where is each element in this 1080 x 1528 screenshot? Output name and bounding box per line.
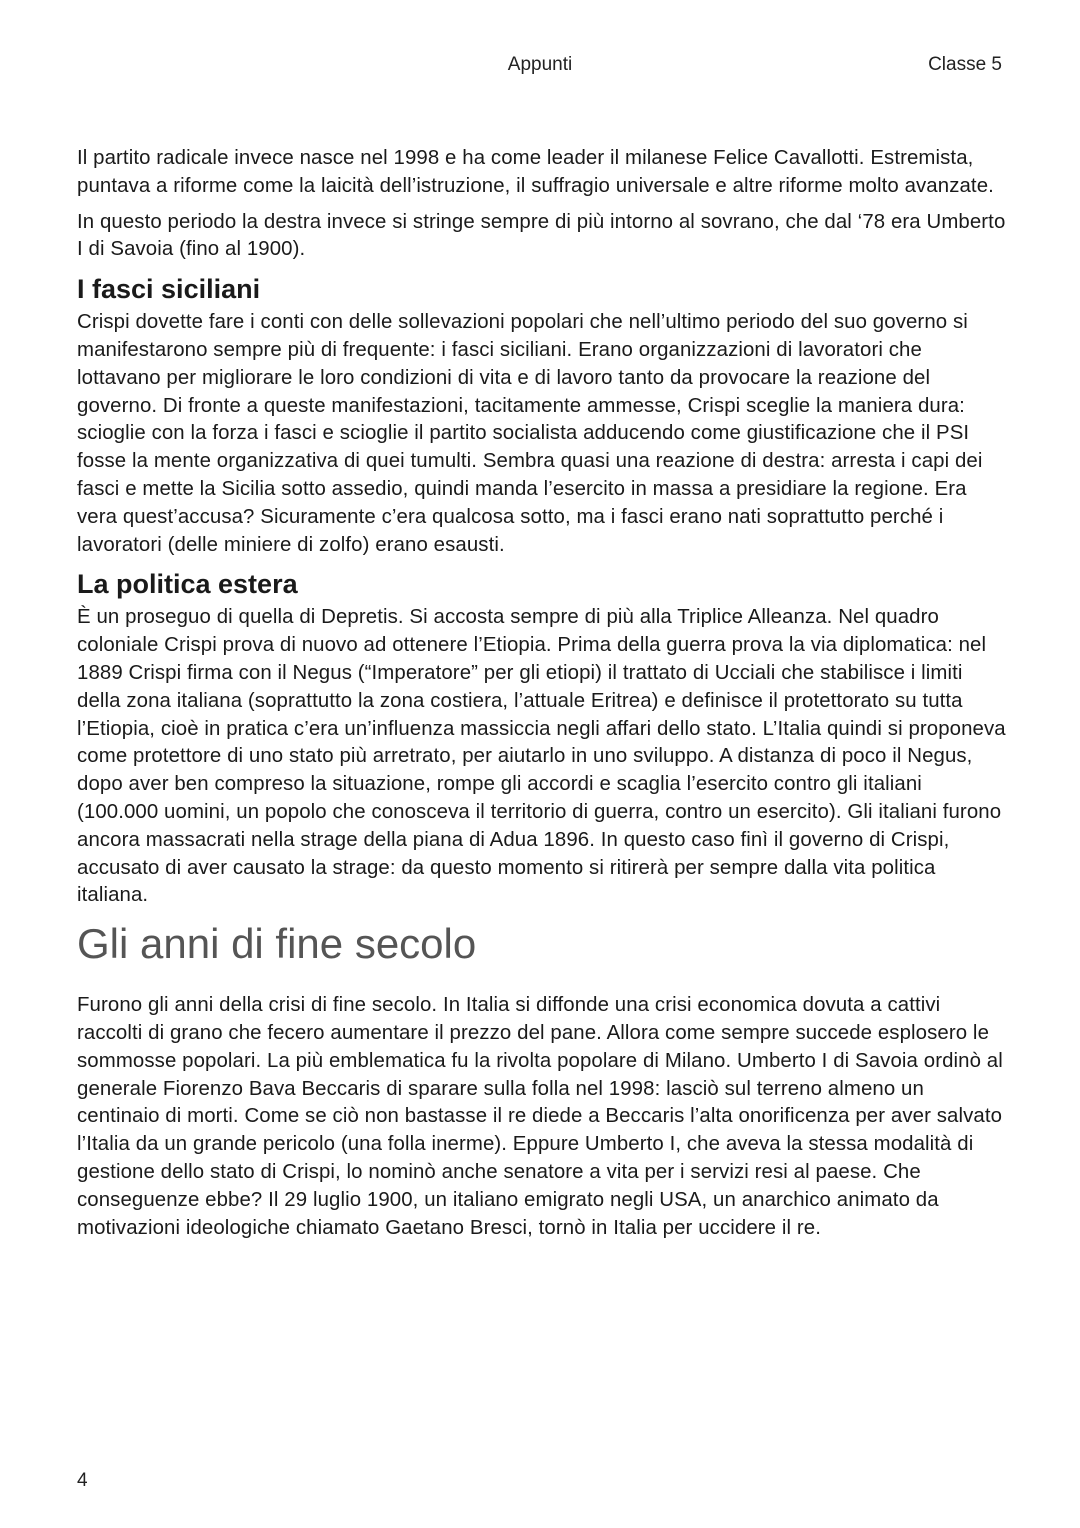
paragraph-partito-radicale: Il partito radicale invece nasce nel 1998 e ha come leader il milanese Felice Cavallotti. Estremista, puntava a riforme come la laicità dell’istruzione, il suffragio universale e altre riforme molto avanzate. xyxy=(77,147,994,197)
paragraph-destra: In questo periodo la destra invece si stringe sempre di più intorno al sovrano, che dal ‘78 era Umberto I di Savoia (fino al 1900). xyxy=(77,210,1006,261)
page-number: 4 xyxy=(77,1470,88,1491)
document-title: Appunti xyxy=(507,54,573,75)
page-content xyxy=(77,145,1007,1250)
paragraph-fasci-siciliani: Crispi dovette fare i conti con delle sollevazioni popolari che nell’ultimo periodo del suo governo si manifestarono sempre più di frequente: i fasci siciliani. Erano organizzazioni di lavoratori che lottavano per migliorare le loro condizioni di vita e di lavoro tanto da provocare la reazione del governo. Di fronte a queste manifestazioni, tacitamente ammesse, Crispi sceglie la maniera dura: scioglie con la forza i fasci e scioglie il partito socialista adducendo come giustificazione che il PSI fosse la mente organizzativa di quei tumulti. Sembra quasi una reazione di destra: arresta i capi dei fasci e mette la Sicilia sotto assedio, quindi manda l’esercito in massa a presidiare la regione. Era vera quest’accusa? Sicuramente c’era qualcosa sotto, ma i fasci erano nati soprattutto perché i lavoratori (delle miniere di zolfo) erano esausti. xyxy=(77,311,983,556)
heading-fasci-siciliani: I fasci siciliani xyxy=(77,274,261,305)
paragraph-fine-secolo: Furono gli anni della crisi di fine secolo. In Italia si diffonde una crisi economica dovuta a cattivi raccolti di grano che fecero aumentare il prezzo del pane. Allora come sempre succede esplosero le sommosse popolari. La più emblematica fu la rivolta popolare di Milano. Umberto I di Savoia ordinò al generale Fiorenzo Bava Beccaris di sparare sulla folla nel 1998: lasciò sul terreno almeno un centinaio di morti. Come se ciò non bastasse il re diede a Beccaris l’alta onorificenza per aver salvato l’Italia da un grande pericolo (una folla inerme). Eppure Umberto I, che aveva la stessa modalità di gestione dello stato di Crispi, lo nominò anche senatore a vita per i servizi resi al paese. Che conseguenze ebbe? Il 29 luglio 1900, un italiano emigrato negli USA, un anarchico animato da motivazioni ideologiche chiamato Gaetano Bresci, tornò in Italia per uccidere il re. xyxy=(77,994,1003,1239)
heading-politica-estera: La politica estera xyxy=(77,569,298,600)
heading-fine-secolo: Gli anni di fine secolo xyxy=(77,920,477,968)
paragraph-politica-estera: È un proseguo di quella di Depretis. Si accosta sempre di più alla Triplice Alleanza. Nel quadro coloniale Crispi prova di nuovo ad ottenere l’Etiopia. Prima della guerra prova la via diplomatica: nel 1889 Crispi firma con il Negus (“Imperatore” per gli etiopi) il trattato di Ucciali che stabilisce i limiti della zona italiana (soprattutto la zona costiera, l’attuale Eritrea) e definisce il protettorato su tutta l’Etiopia, cioè in pratica c’era un’influenza massiccia negli affari dello stato. L’Italia quindi si proponeva come protettore di uno stato più arretrato, per aiutarlo in uno sviluppo. A distanza di poco il Negus, dopo aver ben compreso la situazione, rompe gli accordi e scaglia l’esercito contro gli italiani (100.000 uomini, un popolo che conosceva il territorio di guerra, contro un esercito). Gli italiani furono ancora massacrati nella strage della piana di Adua 1896. In questo caso finì il governo di Crispi, accusato di aver causato la strage: da questo momento si ritirerà per sempre dalla vita politica italiana. xyxy=(77,606,1006,907)
class-label: Classe 5 xyxy=(928,54,1002,75)
